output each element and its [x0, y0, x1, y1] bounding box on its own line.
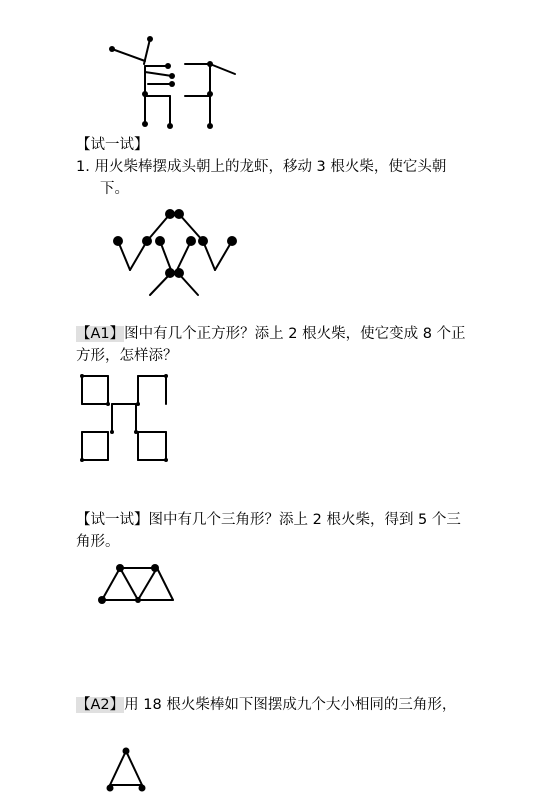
a2-label: 【A2】 — [76, 697, 125, 713]
try-2-line-2: 角形。 — [76, 534, 120, 550]
try-heading-1: 【试一试】 — [76, 137, 149, 153]
a1-label: 【A1】 — [76, 326, 125, 342]
squares-matchstick-figure — [76, 372, 176, 467]
lobster-matchstick-figure — [105, 202, 250, 302]
question-1-line-1: 1. 用火柴棒摆成头朝上的龙虾，移动 3 根火柴，使它头朝 — [76, 159, 447, 175]
triangle-matchstick-figure-bottom — [100, 745, 160, 794]
a1-line-2: 方形，怎样添？ — [76, 348, 178, 364]
question-1-line-2: 下。 — [100, 181, 129, 197]
a1-line-1 — [76, 323, 466, 345]
matchstick-figure-top — [100, 34, 250, 134]
a2-line-1 — [76, 694, 456, 716]
try-2-line-1: 【试一试】图中有几个三角形？添上 2 根火柴，得到 5 个三 — [76, 512, 461, 528]
triangles-matchstick-figure — [95, 560, 185, 608]
a2-text-1: 用 18 根火柴棒如下图摆成九个大小相同的三角形， — [124, 697, 457, 713]
a1-text-1: 图中有几个正方形？添上 2 根火柴，使它变成 8 个正 — [124, 326, 466, 342]
